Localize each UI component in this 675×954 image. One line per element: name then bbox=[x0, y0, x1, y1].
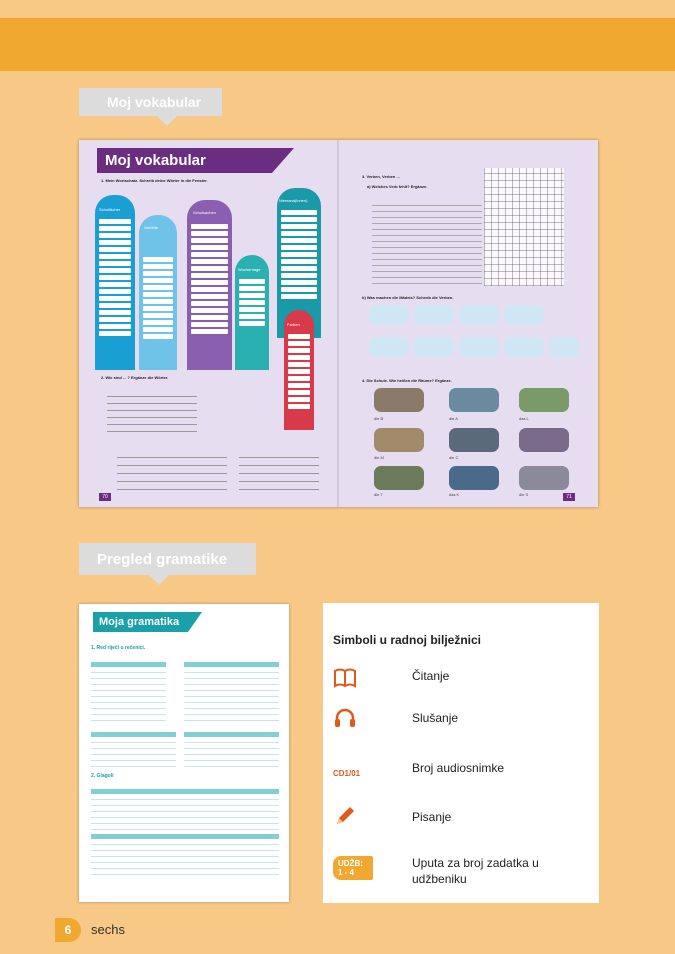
grammar-section-2: 2. Glagoli bbox=[91, 773, 114, 779]
grammar-section-1: 1. Red riječi u rečenici. bbox=[91, 645, 146, 651]
crossword-grid bbox=[484, 168, 564, 286]
grammar-page-image bbox=[79, 604, 289, 902]
tower-farben: Farben bbox=[284, 310, 314, 430]
section-label-vokabular-text: Moj vokabular bbox=[107, 94, 202, 110]
ex4-room-photos: die B die A das L die M die C die T das K die S bbox=[369, 388, 584, 498]
ex2-title: 2. Wie sind ... ? Ergänze die Wörter. bbox=[101, 375, 169, 380]
spread-title: Moj vokabular bbox=[97, 148, 272, 173]
left-page-number: 70 bbox=[99, 493, 111, 501]
tower-schulfaecher: Schulfächer bbox=[95, 195, 135, 370]
top-margin bbox=[0, 0, 675, 18]
section-label-vokabular bbox=[79, 88, 222, 116]
tower-schulsachen: Schulsachen bbox=[187, 200, 232, 370]
symbol-label-writing: Pisanje bbox=[412, 810, 452, 824]
ex1-title: 1. Mein Wortschatz. Schreib deine Wörter in die Fenster. bbox=[101, 178, 208, 183]
tower-niemand: Niemand(innen) bbox=[277, 188, 321, 338]
symbol-label-reading: Čitanje bbox=[412, 669, 450, 683]
symbol-label-listening: Slušanje bbox=[412, 711, 459, 725]
ex3b-title: b) Was machen die Mädels? Schreib die Verben. bbox=[362, 295, 454, 300]
grammar-table-5 bbox=[91, 789, 279, 830]
symbol-label-audio-number: Broj audiosnimke bbox=[412, 761, 505, 775]
section-label-gramatika bbox=[79, 543, 256, 575]
symbols-title: Simboli u radnoj bilježnici bbox=[333, 633, 482, 647]
tower-wochentage: Wochentage bbox=[235, 255, 269, 370]
grammar-table-1 bbox=[91, 662, 166, 721]
pencil-icon bbox=[333, 801, 373, 831]
header-band bbox=[0, 18, 675, 71]
vocabulary-spread-image bbox=[79, 140, 598, 507]
ex2-lines bbox=[107, 390, 197, 438]
cd-number-label: CD1/01 bbox=[333, 768, 361, 778]
headphones-icon bbox=[333, 703, 373, 733]
spread-gutter bbox=[337, 140, 339, 507]
grammar-table-4 bbox=[184, 732, 279, 767]
symbol-row-reading bbox=[323, 663, 599, 693]
symbol-row-writing bbox=[323, 801, 599, 831]
book-icon bbox=[333, 663, 373, 693]
ex3a-sentences bbox=[372, 200, 482, 289]
ex3b-pictures bbox=[369, 305, 579, 365]
ex4-title: 4. Die Schule. Wie heißen die Räume? Ergänze. bbox=[362, 378, 452, 383]
symbol-row-audio-number bbox=[323, 758, 599, 788]
ex2-lines-c bbox=[239, 450, 319, 497]
symbol-row-listening bbox=[323, 703, 599, 733]
grammar-table-3 bbox=[91, 732, 176, 767]
ex3-title: 3. Verben, Verben ... bbox=[362, 174, 400, 179]
symbols-legend bbox=[323, 603, 599, 903]
udzbenik-badge: UDŽB: 1 - 4 bbox=[333, 853, 373, 883]
grammar-header: Moja gramatika bbox=[93, 612, 188, 632]
ex2-lines-b bbox=[117, 450, 227, 497]
page-number-word: sechs bbox=[91, 922, 125, 937]
section-label-gramatika-text: Pregled gramatike bbox=[97, 550, 228, 568]
symbol-row-textbook bbox=[323, 853, 599, 889]
grammar-table-2 bbox=[184, 662, 279, 721]
ex3a-title: a) Welches Verb fehlt? Ergänze. bbox=[367, 184, 428, 189]
page-number-badge: 6 bbox=[55, 918, 81, 942]
tower-gefuehle: Gefühle bbox=[139, 215, 177, 370]
symbol-label-textbook: Uputa za broj zadatka u udžbeniku bbox=[412, 856, 539, 886]
right-page-number: 71 bbox=[563, 493, 575, 501]
grammar-table-6 bbox=[91, 834, 279, 875]
